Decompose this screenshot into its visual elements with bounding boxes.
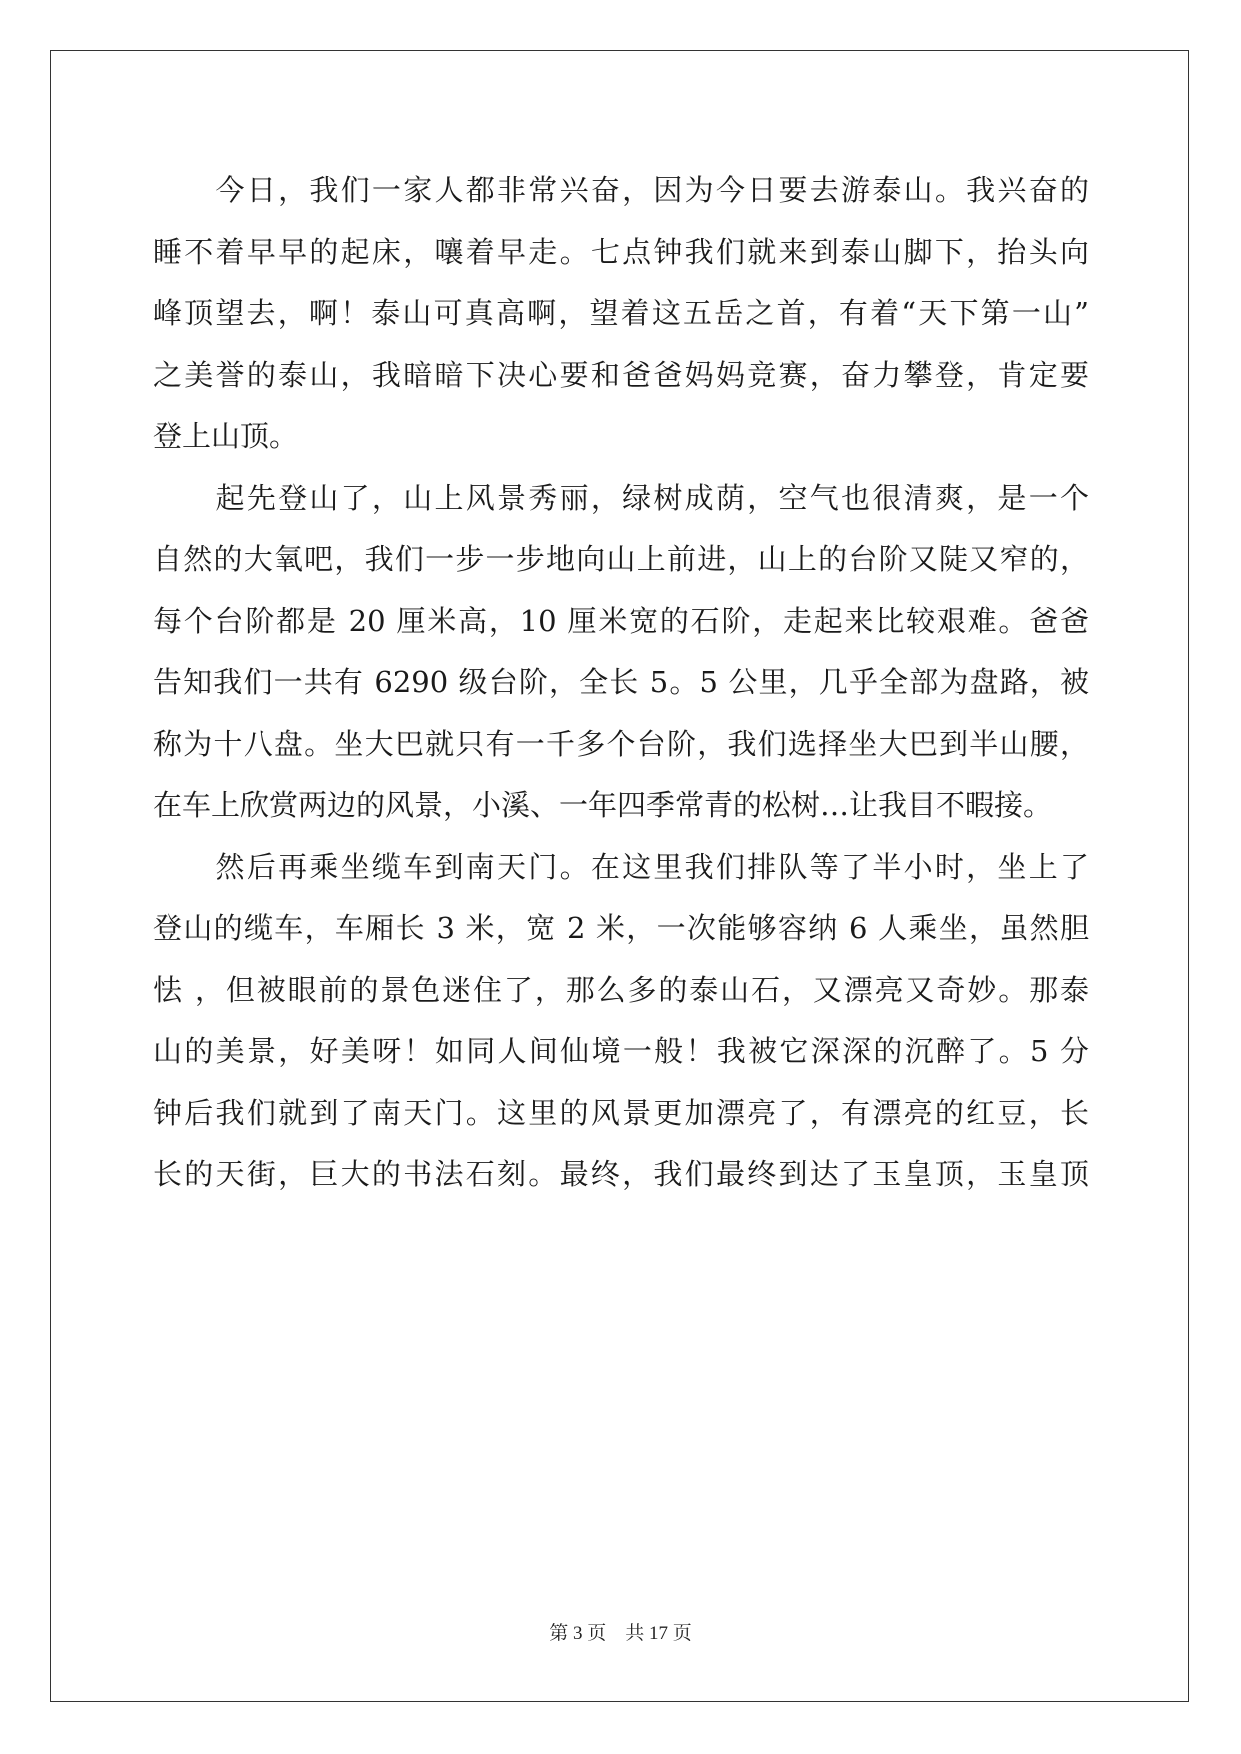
document-body <box>153 160 1089 1206</box>
text-line: 称为十八盘。坐大巴就只有一千多个台阶，我们选择坐大巴到半山腰， <box>153 726 1089 761</box>
text-line: 睡不着早早的起床，嚷着早走。七点钟我们就来到泰山脚下，抬头向 <box>153 234 1089 269</box>
page-total: 共 17 页 <box>625 1623 692 1644</box>
text-line: 怯 ，但被眼前的景色迷住了，那么多的泰山石，又漂亮又奇妙。那泰 <box>153 972 1089 1007</box>
text-line: 钟后我们就到了南天门。这里的风景更加漂亮了，有漂亮的红豆，长 <box>153 1095 1089 1130</box>
text-line: 每个台阶都是 20 厘米高，10 厘米宽的石阶，走起来比较艰难。爸爸 <box>153 603 1089 638</box>
text-line: 在车上欣赏两边的风景，小溪、一年四季常青的松树…让我目不暇接。 <box>153 788 1053 822</box>
text-line: 峰顶望去，啊！泰山可真高啊，望着这五岳之首，有着“天下第一山” <box>153 296 1089 330</box>
text-line: 山的美景，好美呀！如同人间仙境一般！我被它深深的沉醉了。5 分 <box>153 1034 1089 1068</box>
text-line: 登上山顶。 <box>153 419 299 453</box>
text-line: 自然的大氧吧，我们一步一步地向山上前进，山上的台阶又陡又窄的， <box>153 542 1089 576</box>
page-number: 第 3 页 <box>549 1623 607 1644</box>
text-line: 然后再乘坐缆车到南天门。在这里我们排队等了半小时，坐上了 <box>153 849 1089 884</box>
text-line: 起先登山了，山上风景秀丽，绿树成荫，空气也很清爽，是一个 <box>153 480 1089 515</box>
text-line: 长的天街，巨大的书法石刻。最终，我们最终到达了玉皇顶，玉皇顶 <box>153 1157 1089 1191</box>
page-footer <box>0 1618 1241 1645</box>
text-line: 之美誉的泰山，我暗暗下决心要和爸爸妈妈竞赛，奋力攀登，肯定要 <box>153 357 1089 392</box>
text-line: 今日，我们一家人都非常兴奋，因为今日要去游泰山。我兴奋的 <box>153 173 1089 207</box>
text-line: 告知我们一共有 6290 级台阶，全长 5。5 公里，几乎全部为盘路，被 <box>153 665 1089 699</box>
text-line: 登山的缆车，车厢长 3 米，宽 2 米，一次能够容纳 6 人乘坐，虽然胆 <box>153 911 1089 945</box>
